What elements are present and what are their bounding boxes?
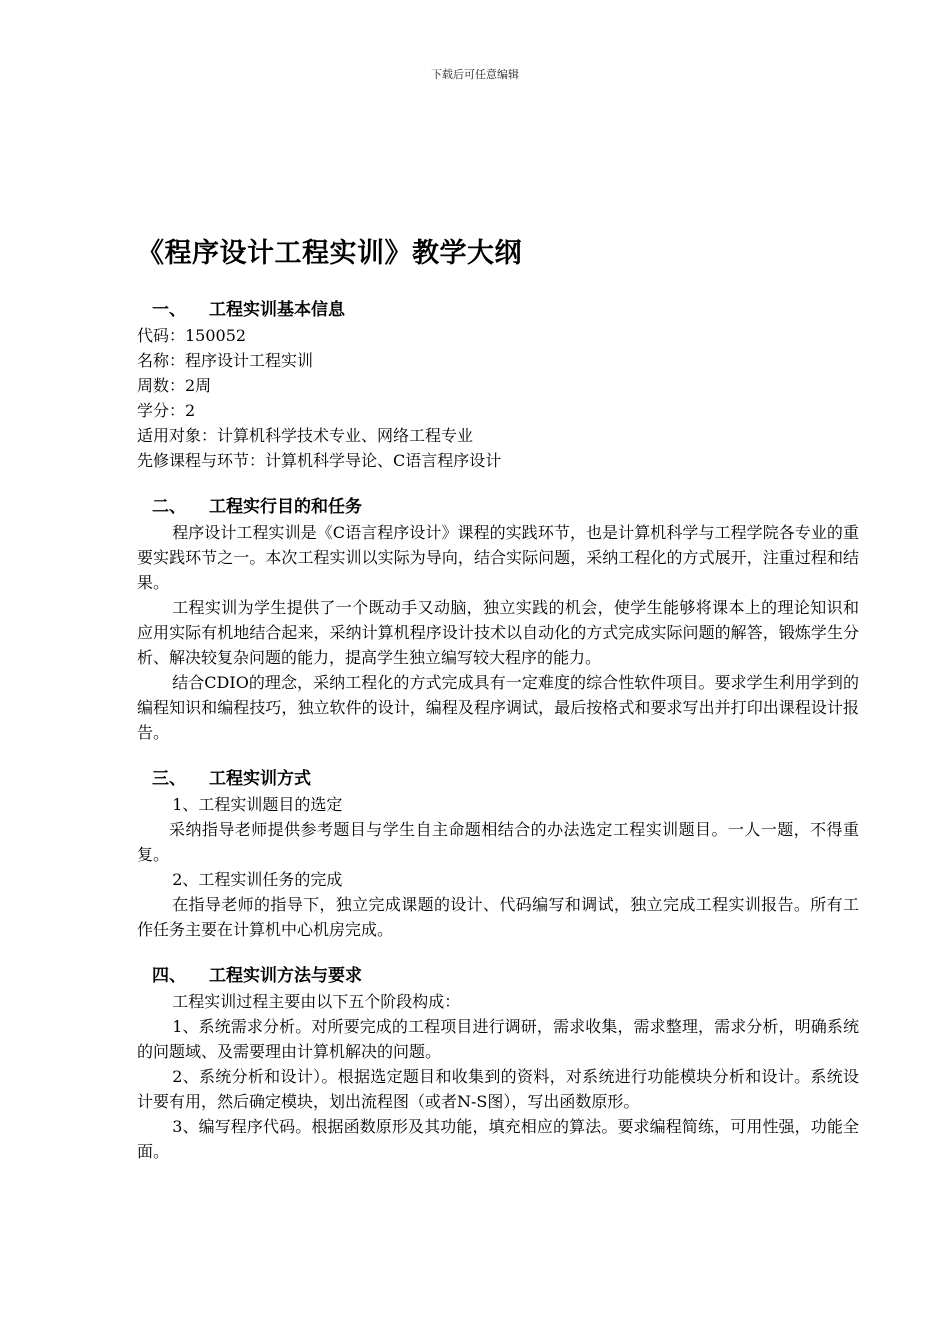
info-code: 代码：150052 xyxy=(137,326,247,345)
section-title: 工程实训基本信息 xyxy=(209,300,345,320)
subheading: 1、工程实训题目的选定 xyxy=(172,795,343,814)
section-number: 一、 xyxy=(152,300,186,320)
info-name: 名称：程序设计工程实训 xyxy=(137,351,314,370)
section-heading-4 xyxy=(137,964,859,989)
section-number: 四、 xyxy=(152,966,186,986)
section-number: 二、 xyxy=(152,497,186,517)
info-credits: 学分：2 xyxy=(137,401,196,420)
paragraph: 3、编写程序代码。根据函数原形及其功能，填充相应的算法。要求编程简练，可用性强，功能全面。 xyxy=(137,1117,859,1161)
document-body xyxy=(137,298,859,1164)
paragraph: 程序设计工程实训是《C语言程序设计》课程的实践环节，也是计算机科学与工程学院各专业的重要实践环节之一。本次工程实训以实际为导向，结合实际问题，采纳工程化的方式展开，注重过程和结果。 xyxy=(137,523,859,592)
info-audience: 适用对象：计算机科学技术专业、网络工程专业 xyxy=(137,426,474,445)
paragraph: 在指导老师的指导下，独立完成课题的设计、代码编写和调试，独立完成工程实训报告。所有工作任务主要在计算机中心机房完成。 xyxy=(137,895,859,939)
paragraph: 2、系统分析和设计）。根据选定题目和收集到的资料，对系统进行功能模块分析和设计。系统设计要有用，然后确定模块，划出流程图（或者N-S图），写出函数原形。 xyxy=(137,1067,859,1111)
section-heading-3 xyxy=(137,767,859,792)
section-heading-2 xyxy=(137,495,859,520)
paragraph: 采纳指导老师提供参考题目与学生自主命题相结合的办法选定工程实训题目。一人一题，不得重复。 xyxy=(137,820,859,864)
subheading: 2、工程实训任务的完成 xyxy=(172,870,343,889)
section-title: 工程实训方法与要求 xyxy=(209,966,362,986)
header-note: 下载后可任意编辑 xyxy=(431,68,519,81)
section-heading-1 xyxy=(137,298,859,323)
paragraph: 工程实训为学生提供了一个既动手又动脑，独立实践的机会，使学生能够将课本上的理论知识和应用实际有机地结合起来，采纳计算机程序设计技术以自动化的方式完成实际问题的解答，锻炼学生分析、解决较复杂问题的能力，提高学生独立编写较大程序的能力。 xyxy=(137,598,859,667)
document-title: 《程序设计工程实训》教学大纲 xyxy=(137,238,522,269)
info-weeks: 周数：2周 xyxy=(137,376,212,395)
paragraph: 工程实训过程主要由以下五个阶段构成： xyxy=(172,992,461,1011)
info-prerequisites: 先修课程与环节：计算机科学导论、C语言程序设计 xyxy=(137,451,502,470)
section-title: 工程实行目的和任务 xyxy=(209,497,362,517)
section-title: 工程实训方式 xyxy=(209,769,311,789)
section-number: 三、 xyxy=(152,769,186,789)
paragraph: 1、系统需求分析。对所要完成的工程项目进行调研，需求收集，需求整理，需求分析，明确系统的问题域、及需要理由计算机解决的问题。 xyxy=(137,1017,859,1061)
paragraph: 结合CDIO的理念，采纳工程化的方式完成具有一定难度的综合性软件项目。要求学生利用学到的编程知识和编程技巧，独立软件的设计，编程及程序调试，最后按格式和要求写出并打印出课程设计报告。 xyxy=(137,673,859,742)
